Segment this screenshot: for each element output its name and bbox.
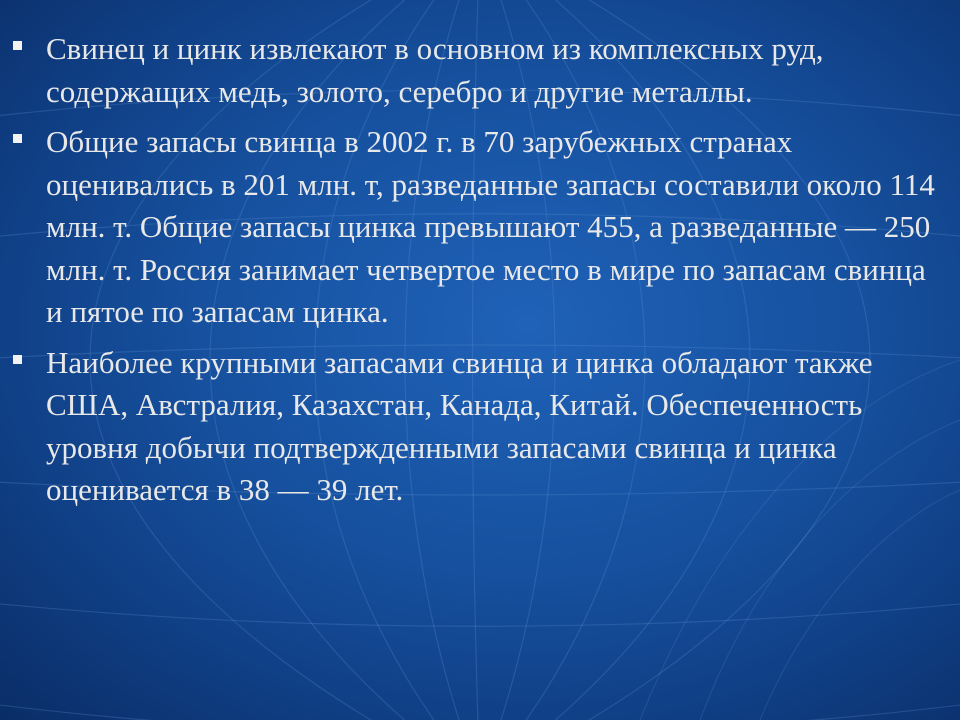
- square-bullet-icon: [13, 134, 22, 143]
- bullet-item: [0, 342, 960, 512]
- bullet-text: Общие запасы свинца в 2002 г. в 70 зарубежных странах оценивались в 201 млн. т, разведанные запасы составили около 114 млн. т. Общие запасы цинка превышают 455, а разведанные — 250 млн. т. Россия занимает четвертое место в мире по запасам свинца и пятое по запасам цинка.: [46, 124, 935, 329]
- square-bullet-icon: [13, 41, 22, 50]
- slide-body: [0, 28, 960, 520]
- bullet-item: [0, 121, 960, 334]
- square-bullet-icon: [13, 355, 22, 364]
- bullet-text: Наиболее крупными запасами свинца и цинка обладают также США, Австралия, Казахстан, Канада, Китай. Обеспеченность уровня добычи подтвержденными запасами свинца и цинка оценивается в 38 — 39 лет.: [46, 344, 873, 507]
- bullet-text: Свинец и цинк извлекают в основном из комплексных руд, содержащих медь, золото, серебро и другие металлы.: [46, 31, 824, 109]
- bullet-item: [0, 28, 960, 113]
